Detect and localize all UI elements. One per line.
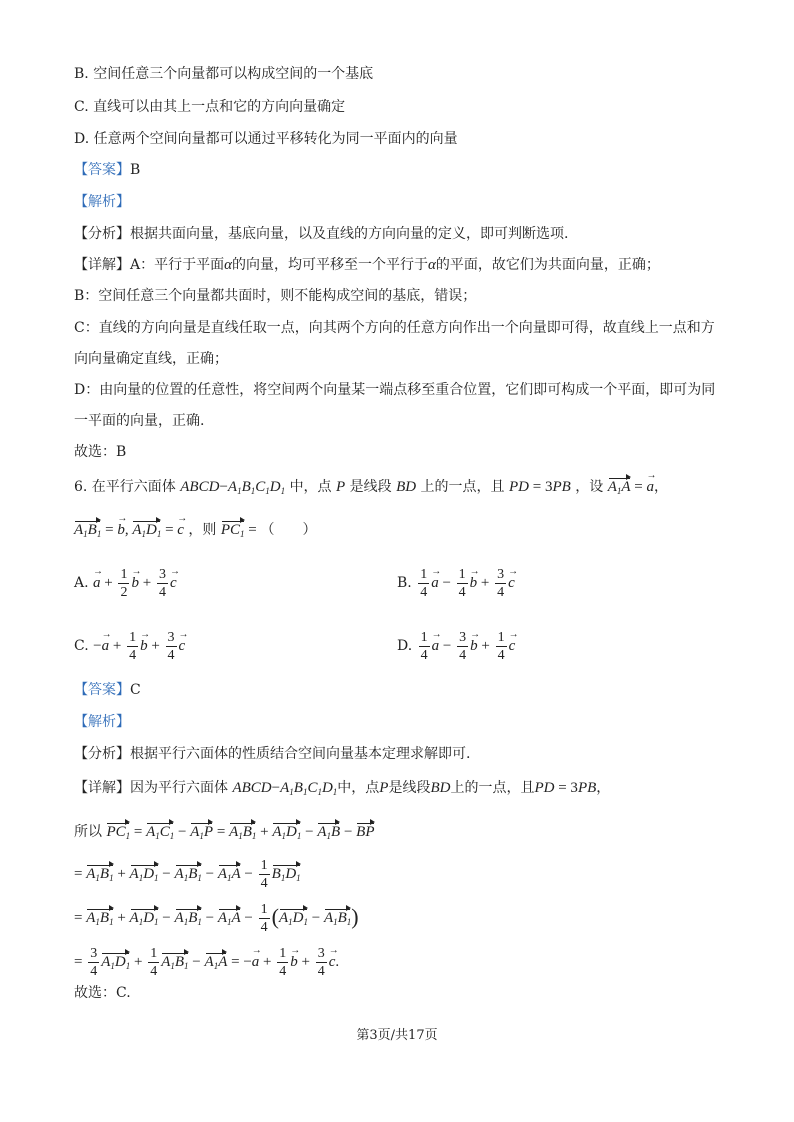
q6-stem-1: 6. 在平行六面体 [74,479,176,495]
math-segment-bd: BD [396,479,417,495]
q6-option-a: A. a → + $\frac{1}{2}$ b → + $\frac{3}{4}$ c → [74,566,177,601]
q6-fenxi-line [74,744,470,764]
jiexi-heading [74,192,130,212]
q6-stem-5: ，设 [575,479,604,495]
q6-answer-line [74,680,141,700]
xj-3: 是线段 [388,780,431,796]
option-b: B. 空间任意三个向量都可以构成空间的一个基底 [74,66,374,82]
jiexi-tag: 【解析】 [74,194,130,210]
detail-c-line-2: 向向量确定直线，正确； [74,351,228,367]
q6-stem-2: 中，点 [289,479,332,495]
xj-2: 中，点 [337,780,380,796]
fenxi-text: 根据共面向量，基底向量，以及直线的方向向量的定义，即可判断选项. [130,226,569,242]
option-label: A. [74,574,89,591]
math-vec-bc: $A_1B_1 = b$ →, $A_1D_1 = c$ → [74,522,184,538]
fenxi-tag: 【分析】 [74,226,130,242]
xiangjie-tag: 【详解】 [74,780,130,796]
xj-4: 上的一点，且 [450,780,535,796]
guxuan-line: 故选：B [74,444,127,460]
xj-1: 因为平行六面体 [130,780,228,796]
alpha-symbol: α [428,257,436,273]
math-vec-a: $A_1A = a$ → [608,479,654,495]
fenxi-tag: 【分析】 [74,746,130,762]
option-d: D. 任意两个空间向量都可以通过平移转化为同一平面内的向量 [74,131,458,147]
page-footer: 第3页/共17页 [356,1028,438,1043]
detail-a-1: A：平行于平面 [130,257,225,273]
detail-a-2: 的向量，均可平移至一个平行于 [232,257,428,273]
derivation-line-4: = $\frac{3}{4}$ $A_1D_1$ + $\frac{1}{4}$ $A_1B_1 - A_1A = -a$ → + $\frac{1}{4}$ b → + $\frac{3}{4}$ c →. [74,945,339,980]
math-point-p: P [336,479,346,495]
q6-stem-6: ，则 [188,522,217,538]
answer-line [74,160,140,180]
math-solid: $ABCD-A_1B_1C_1D_1$ [232,780,338,797]
answer-value: C [130,682,141,698]
q6-stem-line-1: 6. 在平行六面体 $ABCD-A_1B_1C_1D_1$ 中，点 P 是线段 BD 上的一点，且 PD = 3PB ，设 $A_1A = a$ →， [74,477,668,497]
detail-d-line-2: 一平面的向量，正确. [74,413,205,429]
math-solid: $ABCD-A_1B_1C_1D_1$ [180,479,286,496]
option-label: D. [397,637,413,654]
math-target: $PC_1$ = [220,522,261,539]
detail-c-line-1: C：直线的方向向量是直线任取一点，向其两个方向的任意方向作出一个向量即可得，故直线上一点和方 [74,320,715,336]
alpha-symbol: α [224,257,232,273]
jiexi-tag: 【解析】 [74,714,130,730]
option-label: C. [74,637,89,654]
option-label: B. [397,574,412,591]
q6-option-c: C. −a → + $\frac{1}{4}$ b → + $\frac{3}{4}$ c → [74,629,185,664]
xj-5: ， [596,780,611,796]
q6-option-b: B. $\frac{1}{4}$ a → − $\frac{1}{4}$ b → + $\frac{3}{4}$ c → [397,566,515,601]
detail-a-line [74,255,660,275]
q6-option-d: D. $\frac{1}{4}$ a → − $\frac{3}{4}$ b → + $\frac{1}{4}$ c → [397,629,515,664]
fenxi-line [74,224,568,244]
q6-stem-7: （ ） [260,522,317,538]
detail-d-line-1: D：由向量的位置的任意性，将空间两个向量某一端点移至重合位置，它们即可构成一个平面，即可为同 [74,382,716,398]
math-condition: PD = 3PB [509,479,571,495]
q6-guxuan-line: 故选：C. [74,985,131,1001]
fenxi-text: 根据平行六面体的性质结合空间向量基本定理求解即可. [130,746,471,762]
derivation-line-1: 所以 $PC_1 = A_1C_1 - A_1P = A_1B_1 + A_1D_1 - A_1B$ − BP [74,824,375,841]
math-segment-bd: BD [430,780,451,796]
suoyi-label: 所以 [74,824,102,840]
math-condition: PD = 3PB [534,780,597,796]
q6-stem-line-2 [74,520,317,540]
q6-stem-3: 是线段 [349,479,392,495]
answer-tag: 【答案】 [74,162,130,178]
option-c: C. 直线可以由其上一点和它的方向向量确定 [74,99,346,115]
q6-xiangjie-line [74,778,610,798]
q6-jiexi-heading [74,712,130,732]
math-point-p: P [379,780,389,796]
detail-a-3: 的平面，故它们为共面向量，正确； [435,257,660,273]
detail-b-line: B：空间任意三个向量都共面时，则不能构成空间的基底，错误； [74,288,477,304]
derivation-line-3: = $A_1B_1 + A_1D_1 - A_1B_1 - A_1A$ − $\frac{1}{4}$ $(A_1D_1 - A_1B_1)$ [74,902,359,935]
q6-stem-4: 上的一点，且 [420,479,505,495]
derivation-line-2: = $A_1B_1 + A_1D_1 - A_1B_1 - A_1A$ − $\frac{1}{4}$ $B_1D_1$ [74,858,301,891]
answer-value: B [130,162,141,178]
xiangjie-tag: 【详解】 [74,257,130,273]
answer-tag: 【答案】 [74,682,130,698]
